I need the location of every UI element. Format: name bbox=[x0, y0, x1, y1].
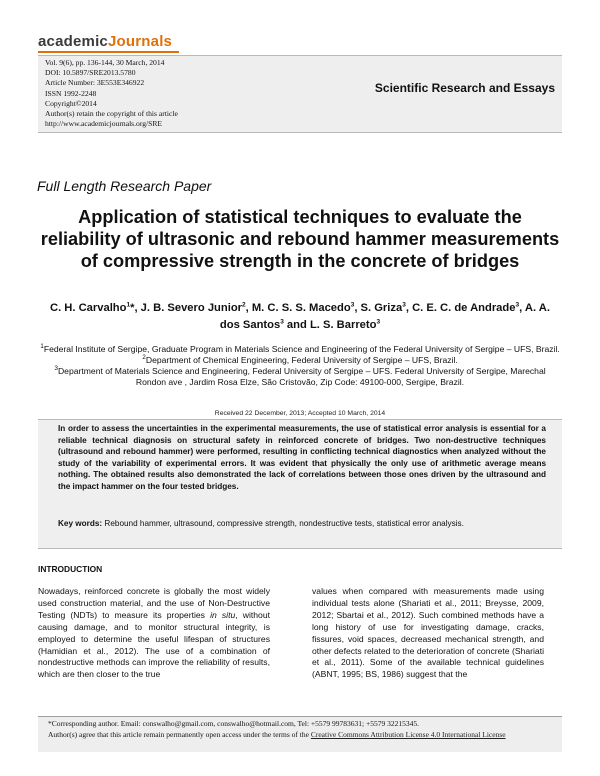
journal-name: Scientific Research and Essays bbox=[374, 81, 555, 95]
paper-title: Application of statistical techniques to evaluate the reliability of ultrasonic and rebound hammer measurements of compressive strength in the concrete of bridges bbox=[40, 207, 560, 271]
meta-issn: ISSN 1992-2248 bbox=[45, 88, 97, 98]
affiliation-marker: 3 bbox=[54, 365, 58, 373]
author-separator: , bbox=[405, 302, 413, 314]
affiliation-2: $^2$Department of Chemical Engineering, Federal University of Sergipe – UFS, Brazil. bbox=[142, 354, 458, 365]
author-name: A. A. dos Santos bbox=[219, 302, 550, 331]
paper-type: Full Length Research Paper bbox=[37, 178, 212, 194]
author-list bbox=[40, 300, 560, 334]
author-name: M. C. S. S. Macedo bbox=[251, 302, 351, 314]
author-affiliation-marker: 2 bbox=[242, 301, 246, 309]
affiliation-3: $^3$Department of Materials Science and Engineering, Federal University of Sergipe – UFS. Federal University of Sergipe, Marechal Rondon ave , Jardim Rosa Elze, São Cristovão, Zip Code: 49100-000, Sergipe, Brazil. bbox=[54, 365, 546, 387]
affiliation-marker: 1 bbox=[40, 343, 44, 351]
affiliation-1: $^1$Federal Institute of Sergipe, Graduate Program in Materials Science and Engineering of the Federal University of Sergipe – UFS, Brazil. bbox=[40, 343, 560, 354]
keywords-text: Rebound hammer, ultrasound, compressive strength, nondestructive tests, statistical error analysis. bbox=[104, 519, 464, 528]
footnote bbox=[48, 719, 558, 740]
meta-rights: Author(s) retain the copyright of this article bbox=[45, 109, 178, 119]
author-separator: and bbox=[283, 319, 310, 331]
logo-text-academic: academic bbox=[38, 33, 108, 50]
author-affiliation-marker: 3 bbox=[515, 301, 520, 309]
author-name: L. S. Barreto bbox=[309, 319, 377, 331]
abstract-text: In order to assess the uncertainties in the experimental measurements, the use of statistical error analysis is essential for a reliable technical diagnosis on structural safety in reinforced concrete of bridges. Two non-destructive techniques (ultrasound and rebound hammer) were performed, resulting in conflicting technical diagnostics when analyzed without the study of the variability of experimental errors. It was evident that physically the only use of arithmetic average means nothing. The obtained results also demonstrated the lack of correlations between those ones driven by the ultrasound and the impact hammer on the four tested bridges. bbox=[58, 424, 546, 491]
author-name: S. Griza bbox=[360, 302, 403, 314]
author-name: C. E. C. de Andrade bbox=[412, 302, 516, 314]
author-separator: , bbox=[519, 302, 525, 314]
affiliations bbox=[40, 344, 560, 388]
author-name: J. B. Severo Junior bbox=[140, 302, 243, 314]
body-column-left: Nowadays, reinforced concrete is globally the most widely used construction material, and the use of Non-Destructive Testing (NDTs) to measure its properties in situ, without causing damage, and to monitor structural integrity, is employed to determine the useful lifespan of structures (Hamidian et al., 2012). The use of a combination of nondestructive methods can improve the reliability of results, which are then closer to the true bbox=[38, 586, 270, 680]
author-separator: , bbox=[134, 302, 141, 314]
logo-text-journals: Journals bbox=[107, 33, 173, 50]
keywords bbox=[58, 518, 546, 529]
affiliation-marker: 2 bbox=[142, 354, 146, 362]
corresponding-author: *Corresponding author. Email: conswalho@gmail.com, conswalho@hotmail.com, Tel: +5579 99783631; +5579 32215345. bbox=[48, 719, 419, 728]
author-name: C. H. Carvalho bbox=[50, 302, 127, 314]
license-link[interactable]: Creative Commons Attribution License 4.0 International License bbox=[310, 729, 506, 739]
author-separator: , bbox=[245, 302, 252, 314]
license-statement: Author(s) agree that this article remain permanently open access under the terms of the Creative Commons Attribution License 4.0 International License bbox=[48, 729, 506, 739]
author-separator: , bbox=[354, 302, 361, 314]
keywords-label: Key words: bbox=[58, 519, 103, 528]
meta-doi: DOI: 10.5897/SRE2013.5780 bbox=[45, 68, 136, 78]
author-affiliation-marker: 3 bbox=[402, 301, 406, 309]
received-accepted-dates: Received 22 December, 2013; Accepted 10 March, 2014 bbox=[214, 410, 386, 417]
emphasis-in-situ: in situ bbox=[210, 609, 236, 620]
body-column-right: values when compared with measurements made using individual tests alone (Shariati et al., 2011; Breysse, 2009, 2012; Sbartai et al., 2012). Such combined methods have a long history of use for investigating damage, cracks, fissures, void spaces, decreased mechanical strength, and other defects related to the deterioration of concrete (Shariati et al., 2011). Some of the available technical guidelines (ABNT, 1995; BS, 1986) suggest that the bbox=[312, 586, 544, 680]
author-affiliation-marker: 3 bbox=[376, 318, 381, 326]
meta-url[interactable]: http://www.academicjournals.org/SRE bbox=[45, 119, 163, 129]
meta-article-number: Article Number: 3E553E346922 bbox=[45, 78, 145, 88]
author-affiliation-marker: 3 bbox=[280, 318, 284, 326]
author-affiliation-marker: 1 bbox=[126, 301, 131, 309]
journal-publisher-logo bbox=[38, 33, 172, 50]
section-heading-introduction: INTRODUCTION bbox=[38, 564, 103, 574]
author-affiliation-marker: 3 bbox=[350, 301, 355, 309]
logo-underline bbox=[38, 51, 179, 53]
corresponding-marker: * bbox=[130, 302, 135, 314]
article-meta bbox=[45, 58, 315, 129]
meta-copyright: Copyright©2014 bbox=[45, 98, 97, 108]
meta-volume: Vol. 9(6), pp. 136-144, 30 March, 2014 bbox=[45, 58, 165, 67]
